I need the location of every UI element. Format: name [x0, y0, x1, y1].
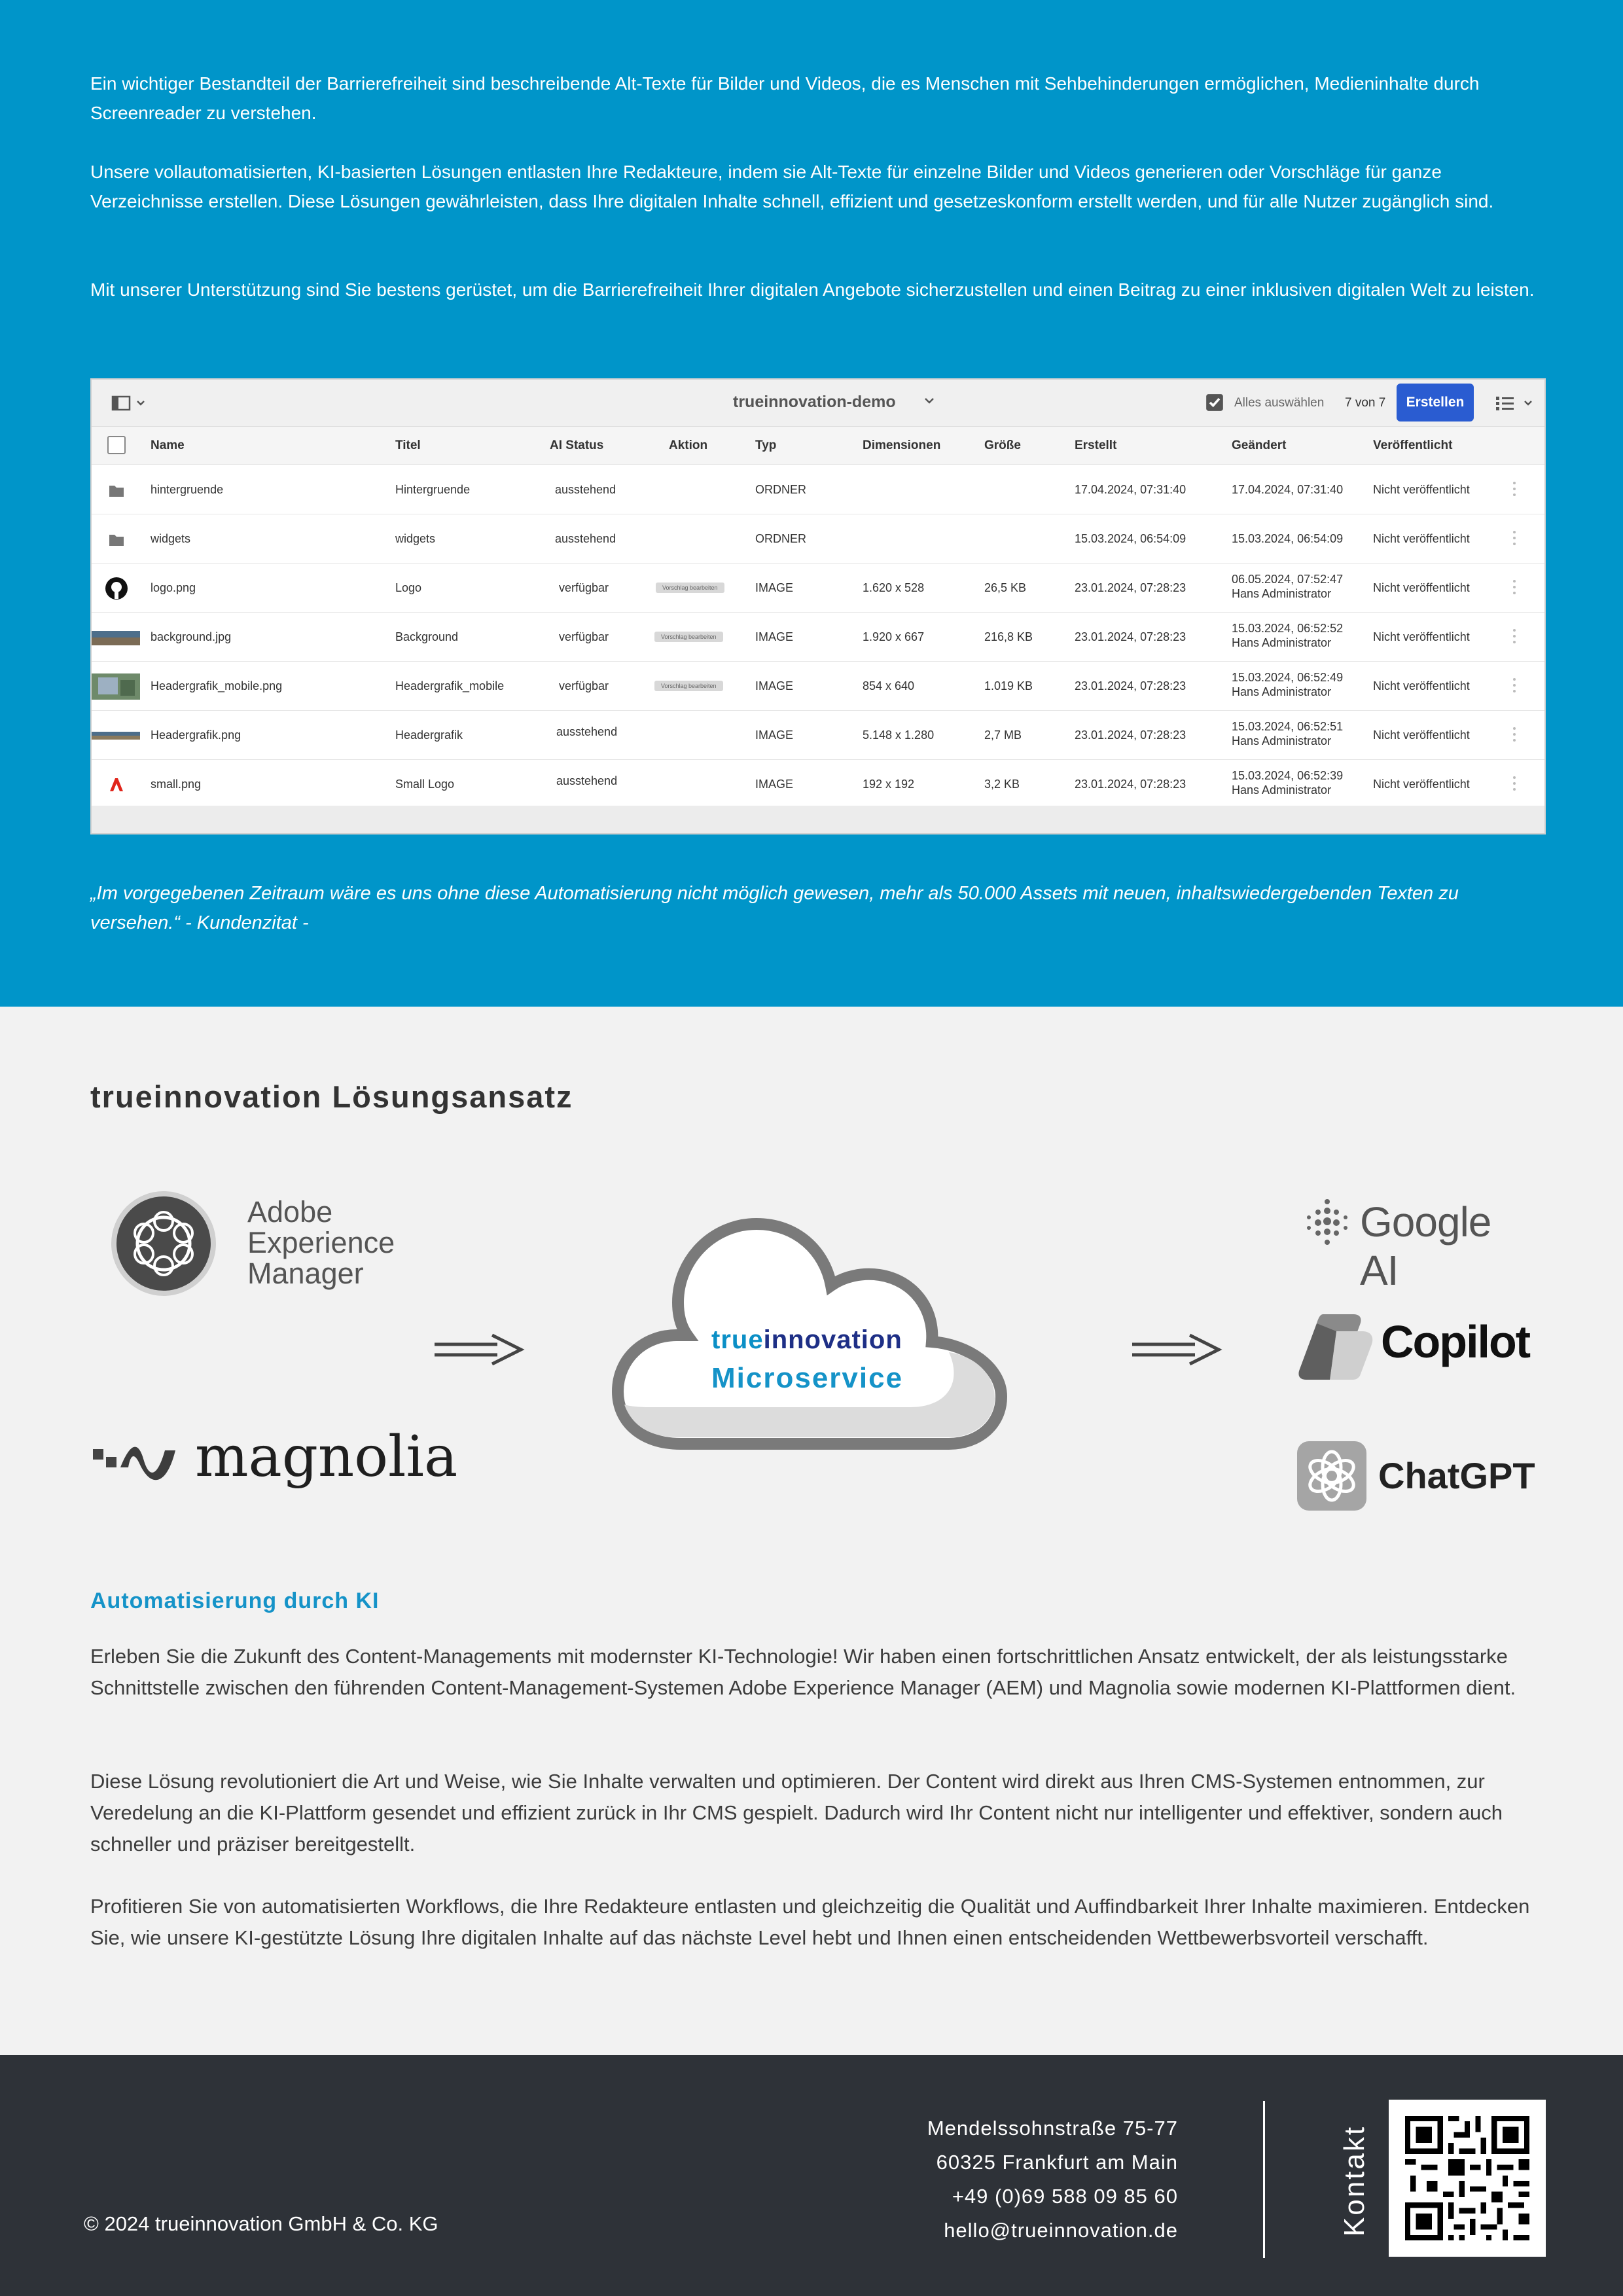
- modified-by: Hans Administrator: [1232, 783, 1332, 797]
- copilot-logo: [1297, 1309, 1533, 1382]
- contact-address: [927, 2111, 1178, 2248]
- aem-logo: [110, 1190, 395, 1301]
- column-header-modified[interactable]: Geändert: [1232, 439, 1287, 452]
- column-header-title[interactable]: Titel: [395, 439, 421, 452]
- more-icon[interactable]: [1513, 580, 1516, 596]
- phone-link[interactable]: +49 (0)69 588 09 85 60: [952, 2185, 1178, 2208]
- cell-type: ORDNER: [755, 532, 807, 545]
- copyright: © 2024 trueinnovation GmbH & Co. KG: [84, 2212, 438, 2235]
- column-header-ai-status[interactable]: AI Status: [550, 439, 604, 452]
- headergrafik-thumbnail: [92, 723, 140, 749]
- table-row[interactable]: [92, 662, 1544, 711]
- column-header-type[interactable]: Typ: [755, 439, 777, 452]
- list-view-icon[interactable]: [1495, 394, 1537, 414]
- cell-modified: [1232, 768, 1343, 797]
- footer-divider: [1263, 2101, 1265, 2258]
- more-icon[interactable]: [1513, 482, 1516, 497]
- create-button[interactable]: Erstellen: [1397, 384, 1474, 422]
- folder-icon: [103, 477, 130, 503]
- cell-dimensions: 1.920 x 667: [863, 630, 925, 643]
- cell-title: Hintergruende: [395, 483, 471, 496]
- cell-size: 2,7 MB: [984, 728, 1022, 742]
- automation-title: Automatisierung durch KI: [90, 1588, 380, 1613]
- automation-paragraph-1: Erleben Sie die Zukunft des Content-Managements mit modernster KI-Technologie! Wir haben einen fortschrittlichen Ansatz entwickelt, der als leistungsstarke Schnittstelle zwischen den führenden Content-Management-Systemen Adobe Experience Manager (AEM) und Magnolia sowie modernen KI-Plattformen dient.: [90, 1645, 1516, 1699]
- cell-type: IMAGE: [755, 581, 794, 594]
- cell-size: 26,5 KB: [984, 581, 1027, 594]
- more-icon[interactable]: [1513, 776, 1516, 792]
- more-icon[interactable]: [1513, 531, 1516, 547]
- cell-type: ORDNER: [755, 483, 807, 496]
- select-all-toggle[interactable]: [1205, 394, 1349, 414]
- cell-ai-status: verfügbar: [559, 630, 609, 643]
- cell-title: Logo: [395, 581, 422, 594]
- cell-dimensions: 192 x 192: [863, 778, 915, 791]
- intro-paragraph-1: Ein wichtiger Bestandteil der Barrierefreiheit sind beschreibende Alt-Texte für Bilder und Videos, die es Menschen mit Sehbehinderungen ermöglichen, Medieninhalte durch Screenreader zu verstehen.: [90, 73, 1480, 123]
- intro-paragraph-3: Mit unserer Unterstützung sind Sie bestens gerüstet, um die Barrierefreiheit Ihrer digitalen Angebote sicherzustellen und einen Beitrag zu einer inklusiven digitalen Welt zu leisten.: [90, 279, 1535, 300]
- cell-name: hintergruende: [151, 483, 224, 496]
- modified-date: 15.03.2024, 06:52:51: [1232, 720, 1344, 733]
- cell-created: 15.03.2024, 06:54:09: [1075, 532, 1186, 545]
- aem-icon: [110, 1190, 217, 1297]
- copilot-wordmark: Copilot: [1381, 1316, 1530, 1367]
- cell-size: 3,2 KB: [984, 778, 1020, 791]
- cell-modified: [1232, 621, 1343, 650]
- cell-type: IMAGE: [755, 778, 794, 791]
- cell-type: IMAGE: [755, 630, 794, 643]
- cell-dimensions: 854 x 640: [863, 679, 915, 692]
- arrow-right-icon: [1130, 1331, 1222, 1368]
- cell-size: 216,8 KB: [984, 630, 1033, 643]
- cell-published: Nicht veröffentlicht: [1373, 679, 1470, 692]
- table-header: [92, 427, 1544, 465]
- address-street: Mendelssohnstraße 75-77: [927, 2117, 1178, 2140]
- cloud-brand-name: [711, 1325, 902, 1355]
- magnolia-wordmark: magnolia: [195, 1424, 458, 1490]
- adobe-logo-thumbnail: [103, 772, 130, 798]
- more-icon[interactable]: [1513, 629, 1516, 645]
- chevron-down-icon[interactable]: [924, 397, 935, 404]
- cell-created: 23.01.2024, 07:28:23: [1075, 630, 1186, 643]
- table-row[interactable]: [92, 564, 1544, 613]
- cell-name: Headergrafik_mobile.png: [151, 679, 283, 692]
- brand-true: true: [711, 1325, 764, 1354]
- cell-title: Headergrafik_mobile: [395, 679, 505, 692]
- aem-word-2: Experience: [247, 1226, 395, 1259]
- edit-suggestion-button[interactable]: Vorschlag bearbeiten: [654, 681, 723, 691]
- cell-ai-status: ausstehend: [556, 725, 618, 738]
- cell-name: widgets: [151, 532, 191, 545]
- contact-label: Kontakt: [1338, 2125, 1370, 2237]
- cell-published: Nicht veröffentlicht: [1373, 483, 1470, 496]
- column-header-published[interactable]: Veröffentlicht: [1373, 439, 1453, 452]
- folder-icon: [103, 526, 130, 552]
- table-row[interactable]: [92, 711, 1544, 760]
- column-header-action[interactable]: Aktion: [669, 439, 708, 452]
- item-count: 7 von 7: [1345, 396, 1386, 410]
- column-header-created[interactable]: Erstellt: [1075, 439, 1117, 452]
- cell-modified: [1232, 572, 1343, 601]
- modified-date: 15.03.2024, 06:52:52: [1232, 622, 1344, 635]
- cell-created: 17.04.2024, 07:31:40: [1075, 483, 1186, 496]
- google-ai-wordmark: Google AI: [1360, 1198, 1491, 1294]
- cell-dimensions: 5.148 x 1.280: [863, 728, 935, 742]
- chatgpt-logo: [1297, 1441, 1535, 1512]
- address-city: 60325 Frankfurt am Main: [936, 2151, 1178, 2174]
- cell-title: widgets: [395, 532, 436, 545]
- cell-modified: 17.04.2024, 07:31:40: [1232, 483, 1344, 496]
- magnolia-logo: [92, 1424, 458, 1494]
- column-header-size[interactable]: Größe: [984, 439, 1021, 452]
- table-row[interactable]: [92, 514, 1544, 564]
- cell-ai-status: verfügbar: [559, 581, 609, 594]
- background-thumbnail: [92, 624, 140, 651]
- modified-by: Hans Administrator: [1232, 734, 1332, 747]
- chatgpt-icon: [1297, 1441, 1366, 1511]
- cell-created: 23.01.2024, 07:28:23: [1075, 581, 1186, 594]
- cell-created: 23.01.2024, 07:28:23: [1075, 728, 1186, 742]
- cell-name: small.png: [151, 778, 202, 791]
- cell-title: Headergrafik: [395, 728, 463, 742]
- column-header-dimensions[interactable]: Dimensionen: [863, 439, 941, 452]
- table-footer: [92, 806, 1544, 834]
- google-ai-logo: [1304, 1195, 1533, 1294]
- panel-toggle-icon[interactable]: [111, 394, 148, 412]
- cell-size: 1.019 KB: [984, 679, 1033, 692]
- modified-by: Hans Administrator: [1232, 636, 1332, 649]
- aem-word-1: Adobe: [247, 1195, 333, 1229]
- copilot-icon: [1297, 1312, 1376, 1381]
- cell-created: 23.01.2024, 07:28:23: [1075, 679, 1186, 692]
- cell-type: IMAGE: [755, 728, 794, 742]
- customer-quote: „Im vorgegebenen Zeitraum wäre es uns ohne diese Automatisierung nicht möglich gewesen, mehr als 50.000 Assets mit neuen, inhaltswiedergebenden Texten zu versehen.“ - Kundenzitat -: [90, 883, 1459, 933]
- chatgpt-wordmark: ChatGPT: [1378, 1455, 1535, 1496]
- edit-suggestion-button[interactable]: Vorschlag bearbeiten: [656, 583, 724, 593]
- cell-title: Background: [395, 630, 459, 643]
- select-all-label: Alles auswählen: [1234, 396, 1325, 410]
- edit-suggestion-button[interactable]: Vorschlag bearbeiten: [654, 632, 723, 642]
- automation-paragraph-3: Profitieren Sie von automatisierten Workflows, die Ihre Redakteure entlasten und gleichzeitig die Qualität und Auffindbarkeit Ihrer Inhalte maximieren. Entdecken Sie, wie unsere KI-gestützte Lösung Ihre digitalen Inhalte auf das nächste Level hebt und Ihnen einen entscheidenden Wettbewerbsvorteil verschafft.: [90, 1895, 1530, 1949]
- solution-title: trueinnovation Lösungsansatz: [90, 1079, 573, 1114]
- footer: [0, 2055, 1623, 2296]
- cell-ai-status: ausstehend: [555, 532, 616, 545]
- blue-intro-section: [0, 0, 1623, 1007]
- more-icon[interactable]: [1513, 727, 1516, 743]
- arrow-right-icon: [432, 1331, 525, 1368]
- asset-table-screenshot: [90, 378, 1546, 834]
- cell-modified: [1232, 719, 1343, 748]
- cell-ai-status: ausstehend: [555, 483, 616, 496]
- cell-ai-status: ausstehend: [556, 774, 618, 787]
- cell-published: Nicht veröffentlicht: [1373, 532, 1470, 545]
- cell-created: 23.01.2024, 07:28:23: [1075, 778, 1186, 791]
- more-icon[interactable]: [1513, 678, 1516, 694]
- github-logo-thumbnail: [103, 575, 130, 601]
- cell-modified: [1232, 670, 1343, 699]
- cell-name: Headergrafik.png: [151, 728, 241, 742]
- modified-date: 15.03.2024, 06:52:39: [1232, 769, 1344, 782]
- aem-word-3: Manager: [247, 1257, 364, 1290]
- cell-type: IMAGE: [755, 679, 794, 692]
- checkbox-icon: [1205, 393, 1224, 412]
- cell-published: Nicht veröffentlicht: [1373, 778, 1470, 791]
- asset-toolbar: [92, 380, 1544, 427]
- cell-published: Nicht veröffentlicht: [1373, 728, 1470, 742]
- magnolia-icon: [92, 1441, 187, 1480]
- google-ai-dots-icon: [1304, 1198, 1351, 1247]
- cell-name: background.jpg: [151, 630, 232, 643]
- folder-title[interactable]: trueinnovation-demo: [733, 393, 896, 411]
- cell-published: Nicht veröffentlicht: [1373, 630, 1470, 643]
- cell-name: logo.png: [151, 581, 196, 594]
- cell-ai-status: verfügbar: [559, 679, 609, 692]
- column-header-name[interactable]: Name: [151, 439, 185, 452]
- cell-published: Nicht veröffentlicht: [1373, 581, 1470, 594]
- cell-modified: 15.03.2024, 06:54:09: [1232, 532, 1344, 545]
- qr-code[interactable]: [1389, 2100, 1546, 2257]
- table-row[interactable]: [92, 760, 1544, 809]
- aem-wordmark: [247, 1196, 395, 1289]
- table-row[interactable]: [92, 465, 1544, 514]
- cell-title: Small Logo: [395, 778, 455, 791]
- modified-by: Hans Administrator: [1232, 685, 1332, 698]
- modified-date: 06.05.2024, 07:52:47: [1232, 573, 1344, 586]
- intro-paragraph-2: Unsere vollautomatisierten, KI-basierten Lösungen entlasten Ihre Redakteure, indem sie Alt-Texte für einzelne Bilder und Videos generieren oder Vorschläge für ganze Verzeichnisse erstellen. Diese Lösungen gewährleisten, dass Ihre digitalen Inhalte schnell, effizient und gesetzeskonform erstellt werden, und für alle Nutzer zugänglich sind.: [90, 162, 1494, 211]
- modified-date: 15.03.2024, 06:52:49: [1232, 671, 1344, 684]
- modified-by: Hans Administrator: [1232, 587, 1332, 600]
- email-link[interactable]: hello@trueinnovation.de: [944, 2219, 1178, 2242]
- select-all-checkbox[interactable]: [107, 436, 126, 454]
- brand-innovation: innovation: [763, 1325, 902, 1354]
- cloud-service-name: Microservice: [711, 1362, 904, 1394]
- automation-paragraph-2: Diese Lösung revolutioniert die Art und Weise, wie Sie Inhalte verwalten und optimieren. Der Content wird direkt aus Ihren CMS-Systemen entnommen, zur Veredelung an die KI-Plattform gesendet und effizient zurück in Ihr CMS gespielt. Dadurch wird Ihr Content nicht nur intelligenter und effektiver, sondern auch schneller und präziser bereitgestellt.: [90, 1770, 1503, 1856]
- headergrafik-mobile-thumbnail: [92, 673, 140, 700]
- table-row[interactable]: [92, 613, 1544, 662]
- cell-dimensions: 1.620 x 528: [863, 581, 925, 594]
